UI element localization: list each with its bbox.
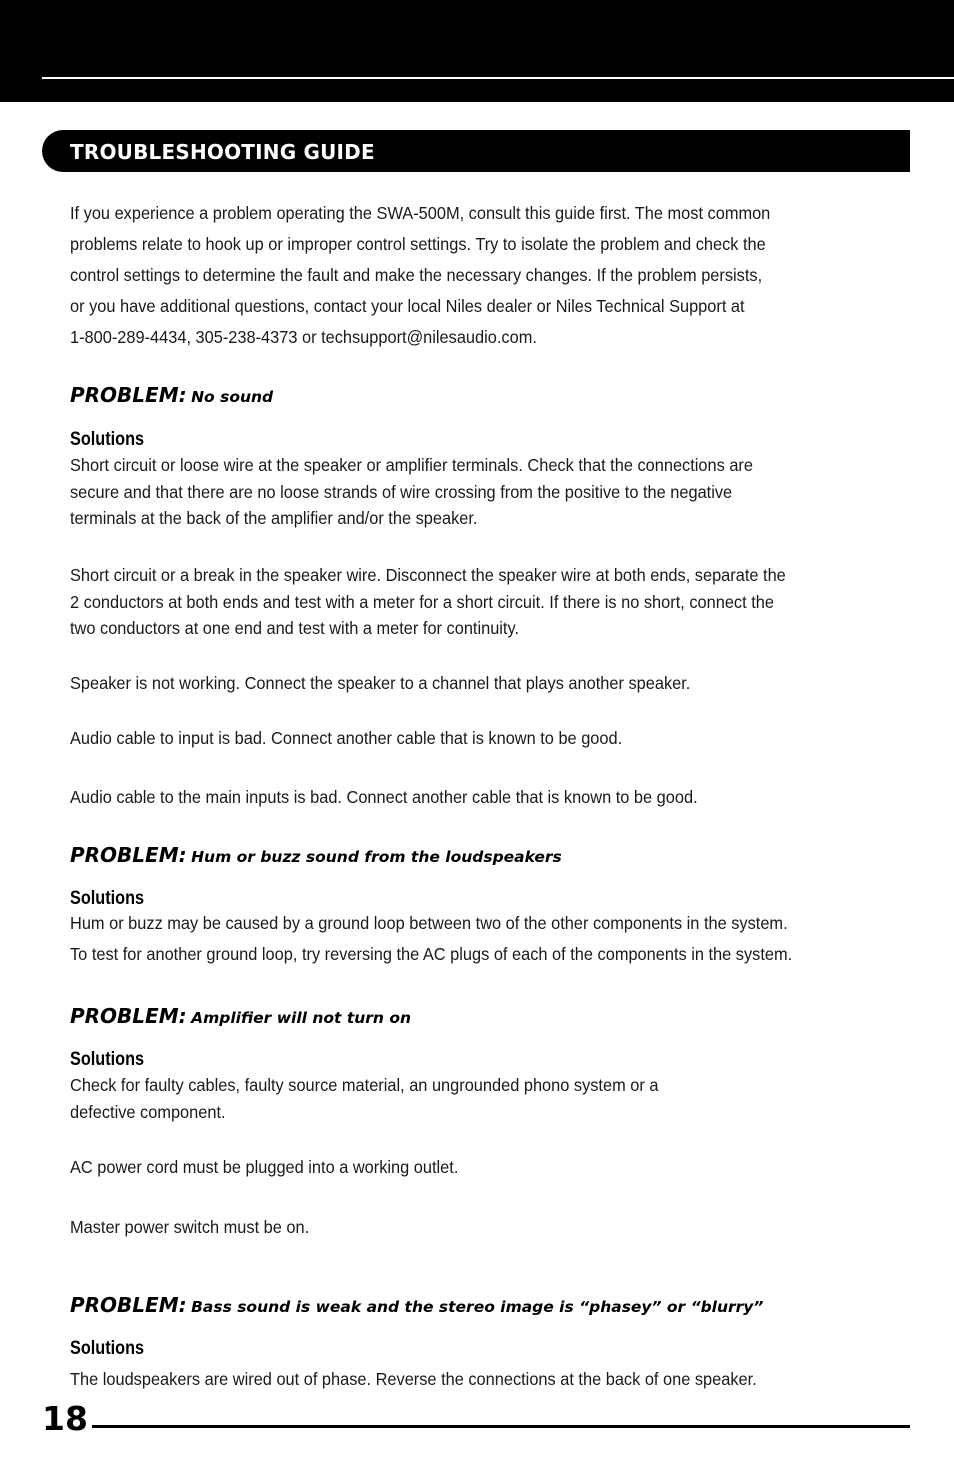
solutions-heading: Solutions [70, 1338, 145, 1359]
problem-label: PROBLEM: [70, 1293, 187, 1317]
solution-paragraph [70, 784, 916, 811]
solutions-heading: Solutions [70, 1049, 145, 1070]
intro [70, 198, 915, 353]
solution-paragraph [70, 1366, 916, 1393]
problem-heading [70, 1293, 930, 1317]
intro-line: 1-800-289-4434, 305-238-4373 or techsupport@nilesaudio.com. [70, 327, 537, 348]
intro-line: If you experience a problem operating the SWA-500M, consult this guide first. The most common [70, 203, 771, 223]
solution-line: secure and that there are no loose strands of wire crossing from the positive to the negative [70, 481, 733, 502]
intro-line: problems relate to hook up or improper control settings. Try to isolate the problem and check the [70, 234, 766, 255]
problem-title: Hum or buzz sound from the loudspeakers [191, 848, 562, 866]
solutions-block [70, 670, 916, 697]
problem-heading [70, 843, 930, 867]
solutions-block [70, 1048, 916, 1125]
solutions-block [70, 1154, 916, 1181]
intro-line: control settings to determine the fault and make the necessary changes. If the problem persists, [70, 265, 763, 286]
problem-label: PROBLEM: [70, 383, 187, 407]
problem-heading [70, 383, 930, 407]
solution-paragraph [70, 670, 916, 697]
solution-line: AC power cord must be plugged into a working outlet. [70, 1157, 459, 1177]
solutions-block [70, 1214, 916, 1241]
solution-line: Audio cable to input is bad. Connect another cable that is known to be good. [70, 728, 623, 748]
solution-line: terminals at the back of the amplifier and/or the speaker. [70, 508, 478, 528]
problem-label: PROBLEM: [70, 1004, 187, 1028]
solution-paragraph [70, 1154, 916, 1181]
header-band [0, 0, 954, 102]
solution-paragraph [70, 908, 916, 970]
solutions-block [70, 725, 916, 752]
solutions-block [70, 1337, 916, 1393]
solution-line: To test for another ground loop, try reversing the AC plugs of each of the components in the system. [70, 944, 793, 964]
section-title: TROUBLESHOOTING GUIDE [70, 140, 375, 164]
solution-line: defective component. [70, 1101, 226, 1122]
solution-line: The loudspeakers are wired out of phase. Reverse the connections at the back of one speaker. [70, 1369, 757, 1389]
solutions-block [70, 784, 916, 811]
page-number: 18 [42, 1399, 88, 1438]
solution-line: 2 conductors at both ends and test with a meter for a short circuit. If there is no short, connect the [70, 591, 774, 612]
solution-paragraph [70, 1072, 916, 1125]
solution-line: Short circuit or loose wire at the speaker or amplifier terminals. Check that the connections are [70, 455, 753, 475]
solution-line: Check for faulty cables, faulty source material, an ungrounded phono system or a [70, 1075, 659, 1095]
solutions-heading: Solutions [70, 888, 145, 909]
solutions-block [70, 562, 916, 642]
problem-title: Bass sound is weak and the stereo image is “phasey” or “blurry” [191, 1298, 764, 1316]
problem-label: PROBLEM: [70, 843, 187, 867]
solution-paragraph [70, 562, 916, 642]
footer-rule [92, 1425, 910, 1428]
solutions-block [70, 428, 916, 532]
intro-paragraph [70, 198, 916, 353]
problem-heading [70, 1004, 930, 1028]
solution-line: Master power switch must be on. [70, 1217, 310, 1237]
solution-paragraph [70, 1214, 916, 1241]
problem-title: No sound [191, 388, 274, 406]
solution-line: Speaker is not working. Connect the speaker to a channel that plays another speaker. [70, 673, 691, 693]
header-rule [42, 77, 954, 79]
solution-line: Hum or buzz may be caused by a ground loop between two of the other components in the system. [70, 913, 788, 933]
solutions-heading: Solutions [70, 429, 145, 450]
intro-line: or you have additional questions, contact your local Niles dealer or Niles Technical Support at [70, 296, 745, 317]
solution-line: Short circuit or a break in the speaker wire. Disconnect the speaker wire at both ends, separate the [70, 565, 786, 585]
solution-paragraph [70, 452, 916, 532]
problem-title: Amplifier will not turn on [191, 1009, 412, 1027]
solution-line: Audio cable to the main inputs is bad. Connect another cable that is known to be good. [70, 787, 698, 807]
solution-paragraph [70, 725, 916, 752]
solutions-block [70, 887, 916, 970]
section-header [42, 130, 910, 172]
solution-line: two conductors at one end and test with a meter for continuity. [70, 618, 520, 638]
